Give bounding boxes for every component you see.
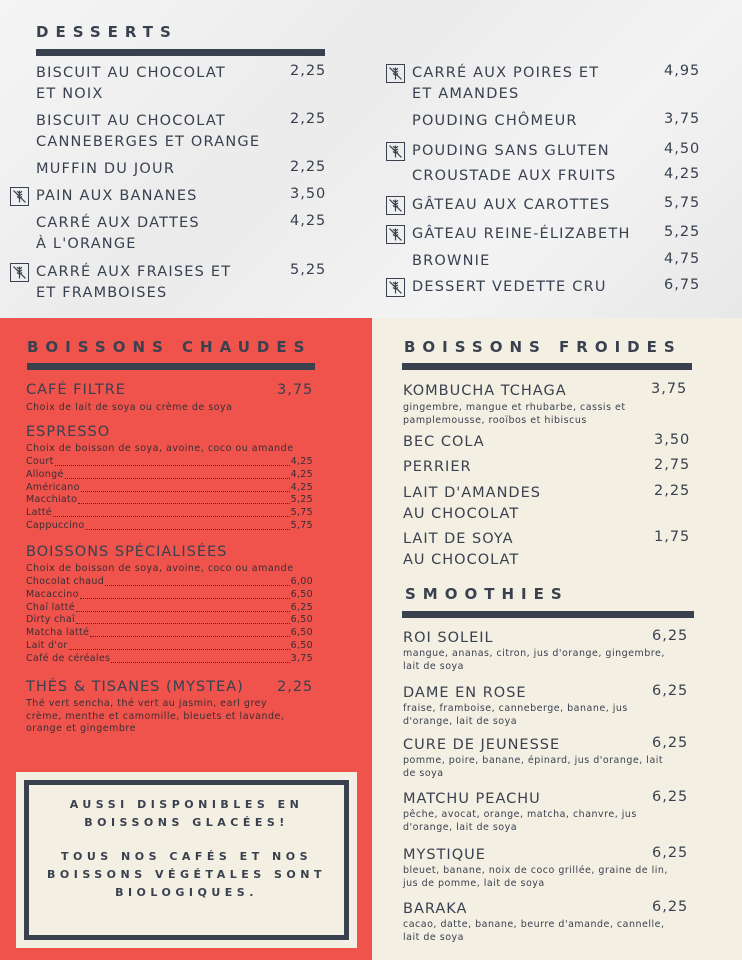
left-dessert-name — [36, 213, 200, 255]
dessert-name-line: GÂTEAU REINE-ÉLIZABETH — [412, 226, 631, 242]
right-dessert-price: 5,25 — [664, 224, 701, 240]
right-dessert-price: 5,75 — [664, 195, 701, 211]
left-dessert-price: 2,25 — [290, 111, 327, 127]
right-dessert-price: 4,25 — [664, 166, 701, 182]
smoothie-desc — [403, 703, 628, 728]
row-leader — [111, 653, 289, 663]
right-dessert-name — [412, 195, 610, 216]
cold-drink-name — [403, 457, 472, 478]
hot-drinks-rule — [27, 363, 315, 370]
cold-drink-name-line: LAIT D'AMANDES — [403, 485, 541, 501]
specialty-row — [26, 653, 313, 666]
espresso-row — [26, 456, 313, 469]
cold-drinks-rule — [402, 363, 692, 370]
specialty-row — [26, 576, 313, 589]
gluten-free-icon — [10, 263, 29, 282]
row-leader — [85, 520, 289, 530]
note-line: BOISSONS VÉGÉTALES SONT — [47, 868, 326, 881]
smoothie-desc — [403, 648, 665, 673]
cold-drink-name-line: PERRIER — [403, 459, 472, 475]
row-label: Latté — [26, 507, 52, 519]
right-dessert-name — [412, 166, 616, 187]
row-price: 6,50 — [290, 614, 313, 626]
cold-drink-name-line: AU CHOCOLAT — [403, 552, 520, 568]
row-price: 6,50 — [290, 640, 313, 651]
desserts-title: DESSERTS — [36, 23, 178, 41]
smoothie-name: MATCHU PEACHU — [403, 791, 541, 807]
right-dessert-price: 3,75 — [664, 111, 701, 127]
smoothie-desc-line: d'orange, lait de soya — [403, 821, 518, 833]
dessert-name-line: CARRÉ AUX FRAISES ET — [36, 264, 232, 280]
espresso-row — [26, 482, 313, 495]
left-dessert-price: 2,25 — [290, 63, 327, 79]
left-dessert-name — [36, 186, 198, 207]
row-leader — [78, 494, 289, 504]
dessert-name-line: BISCUIT AU CHOCOLAT — [36, 113, 226, 129]
cold-drink-name — [403, 432, 485, 453]
specialty-row — [26, 602, 313, 615]
hot-drinks-title: BOISSONS CHAUDES — [27, 338, 312, 356]
cold-drink-name — [403, 483, 541, 525]
smoothie-desc-line: bleuet, banane, noix de coco grillée, graine de lin, — [403, 865, 668, 876]
row-price: 6,50 — [290, 588, 313, 600]
right-dessert-name — [412, 251, 490, 272]
cold-drink-price: 2,75 — [654, 457, 691, 473]
cold-drink-name-line: LAIT DE SOYA — [403, 531, 514, 547]
row-label: Court — [26, 456, 54, 467]
espresso-row — [26, 520, 313, 533]
right-dessert-name — [412, 277, 607, 298]
cold-drink-name-line: KOMBUCHA TCHAGA — [403, 383, 567, 399]
specialty-desc: Choix de boisson de soya, avoine, coco ou amande — [26, 563, 294, 574]
cold-drink-desc-line: pamplemousse, rooïbos et hibiscus — [403, 414, 587, 426]
cold-drink-name-line: BEC COLA — [403, 434, 485, 450]
smoothie-desc-line: fraise, framboise, canneberge, banane, jus — [403, 703, 628, 714]
teas-name: THÉS & TISANES (MYSTEA) — [26, 679, 244, 695]
cold-drink-name-line: AU CHOCOLAT — [403, 506, 520, 522]
cold-drink-name — [403, 381, 567, 402]
teas-price: 2,25 — [277, 679, 314, 695]
dessert-name-line: POUDING CHÔMEUR — [412, 113, 578, 129]
row-leader — [53, 507, 290, 517]
smoothie-desc — [403, 865, 668, 890]
smoothie-desc-line: pêche, avocat, orange, matcha, chanvre, jus — [403, 809, 637, 820]
specialty-row — [26, 614, 313, 627]
gluten-free-icon — [386, 142, 405, 161]
smoothie-name: DAME EN ROSE — [403, 685, 527, 701]
dessert-name-line: ET AMANDES — [412, 86, 520, 102]
right-dessert-price: 4,50 — [664, 141, 701, 157]
cold-drinks-title: BOISSONS FROIDES — [404, 338, 682, 356]
smoothie-desc-line: jus de pomme, lait de soya — [403, 877, 545, 889]
row-label: Allongé — [26, 468, 64, 480]
smoothie-desc-line: lait de soya — [403, 931, 464, 943]
row-price: 4,25 — [290, 481, 313, 493]
row-price: 6,25 — [290, 601, 313, 613]
row-label: Lait d'or — [26, 640, 68, 651]
smoothie-desc-line: cacao, datte, banane, beurre d'amande, cannelle, — [403, 919, 665, 930]
gluten-free-icon — [386, 278, 405, 297]
cold-drink-price: 3,50 — [654, 432, 691, 448]
row-leader — [105, 576, 290, 586]
smoothie-price: 6,25 — [652, 789, 689, 805]
dessert-name-line: MUFFIN DU JOUR — [36, 161, 176, 177]
espresso-desc: Choix de boisson de soya, avoine, coco ou amande — [26, 443, 294, 454]
gluten-free-icon — [10, 187, 29, 206]
left-dessert-price: 4,25 — [290, 213, 327, 229]
row-leader — [76, 614, 290, 624]
cold-drink-desc — [403, 402, 626, 427]
left-dessert-price: 2,25 — [290, 159, 327, 175]
dessert-name-line: POUDING SANS GLUTEN — [412, 143, 610, 159]
specialty-row — [26, 589, 313, 602]
dessert-name-line: GÂTEAU AUX CAROTTES — [412, 197, 611, 213]
row-label: Dirty chaï — [26, 614, 75, 626]
row-price: 6,50 — [290, 627, 313, 639]
cold-drink-desc-line: gingembre, mangue et rhubarbe, cassis et — [403, 402, 626, 413]
dessert-name-line: BISCUIT AU CHOCOLAT — [36, 65, 226, 81]
left-dessert-name — [36, 262, 231, 304]
row-leader — [76, 602, 290, 612]
teas-desc-line: crème, menthe et camomille, bleuets et lavande, — [26, 710, 285, 722]
espresso-row — [26, 494, 313, 507]
row-leader — [65, 469, 290, 479]
cafe-filtre-desc: Choix de lait de soya ou crème de soya — [26, 402, 233, 413]
smoothie-desc — [403, 919, 664, 944]
row-label: Chaï latté — [26, 601, 75, 613]
dessert-name-line: ET FRAMBOISES — [36, 285, 168, 301]
cold-drink-price: 1,75 — [654, 529, 691, 545]
cafe-filtre-name: CAFÉ FILTRE — [26, 382, 126, 398]
dessert-name-line: CARRÉ AUX DATTES — [36, 215, 200, 231]
smoothie-desc-line: mangue, ananas, citron, jus d'orange, gingembre, — [403, 648, 665, 659]
dessert-name-line: CANNEBERGES ET ORANGE — [36, 134, 261, 150]
right-dessert-price: 4,75 — [664, 251, 701, 267]
row-label: Macchiato — [26, 494, 78, 506]
row-price: 6,00 — [290, 576, 313, 587]
row-price: 4,25 — [290, 456, 313, 467]
cafe-filtre-price: 3,75 — [277, 382, 314, 398]
row-label: Chocolat chaud — [26, 576, 105, 587]
right-dessert-name — [412, 111, 578, 132]
note-line: TOUS NOS CAFÉS ET NOS — [60, 850, 313, 863]
row-label: Matcha latté — [26, 627, 90, 639]
smoothie-price: 6,25 — [652, 899, 689, 915]
smoothie-desc — [403, 755, 663, 780]
row-leader — [90, 627, 289, 637]
row-label: Café de céréales — [26, 652, 111, 664]
smoothie-desc-line: d'orange, lait de soya — [403, 715, 518, 727]
smoothie-desc-line: pomme, poire, banane, épinard, jus d'orange, lait — [403, 755, 664, 766]
smoothie-price: 6,25 — [652, 628, 689, 644]
smoothie-price: 6,25 — [652, 735, 689, 751]
smoothie-desc-line: lait de soya — [403, 660, 464, 672]
row-price: 3,75 — [290, 652, 313, 664]
smoothies-title: SMOOTHIES — [405, 585, 569, 603]
row-label: Cappuccino — [26, 520, 85, 531]
smoothie-desc — [403, 809, 637, 834]
left-dessert-name — [36, 111, 260, 153]
smoothie-price: 6,25 — [652, 683, 689, 699]
dessert-name-line: CROUSTADE AUX FRUITS — [412, 168, 617, 184]
desserts-rule — [36, 49, 325, 56]
espresso-row — [26, 469, 313, 482]
right-dessert-name — [412, 63, 599, 105]
note-line: BOISSONS GLACÉES! — [84, 816, 289, 829]
cold-drink-name — [403, 529, 519, 571]
dessert-name-line: ET NOIX — [36, 86, 104, 102]
dessert-name-line: À L'ORANGE — [36, 236, 137, 252]
row-price: 5,75 — [290, 507, 313, 519]
smoothie-name: MYSTIQUE — [403, 847, 486, 863]
row-price: 5,25 — [290, 494, 313, 506]
left-dessert-price: 5,25 — [290, 262, 327, 278]
row-price: 5,75 — [290, 520, 313, 531]
cold-drink-price: 3,75 — [651, 381, 688, 397]
smoothie-name: ROI SOLEIL — [403, 630, 494, 646]
row-leader — [81, 482, 290, 492]
smoothie-name: CURE DE JEUNESSE — [403, 737, 561, 753]
espresso-row — [26, 507, 313, 520]
row-leader — [55, 456, 290, 466]
smoothie-desc-line: de soya — [403, 767, 444, 779]
smoothies-rule — [402, 611, 694, 618]
note-line: AUSSI DISPONIBLES EN — [69, 798, 304, 811]
dessert-name-line: CARRÉ AUX POIRES ET — [412, 65, 600, 81]
right-dessert-price: 4,95 — [664, 63, 701, 79]
espresso-name: ESPRESSO — [26, 424, 111, 440]
right-dessert-name — [412, 224, 631, 245]
right-dessert-name — [412, 141, 610, 162]
teas-desc — [26, 698, 284, 736]
specialty-name: BOISSONS SPÉCIALISÉES — [26, 544, 228, 560]
left-dessert-price: 3,50 — [290, 186, 327, 202]
right-dessert-price: 6,75 — [664, 277, 701, 293]
smoothie-name: BARAKA — [403, 901, 468, 917]
teas-desc-line: Thé vert sencha, thé vert au jasmin, earl grey — [26, 698, 268, 709]
teas-desc-line: orange et gingembre — [26, 723, 136, 734]
row-leader — [69, 640, 290, 650]
gluten-free-icon — [386, 196, 405, 215]
row-label: Macaccino — [26, 588, 79, 600]
row-leader — [80, 589, 290, 599]
specialty-row — [26, 627, 313, 640]
row-label: Américano — [26, 481, 80, 493]
cold-drink-price: 2,25 — [654, 483, 691, 499]
row-price: 4,25 — [290, 468, 313, 480]
note-line: BIOLOGIQUES. — [115, 886, 258, 899]
smoothie-price: 6,25 — [652, 845, 689, 861]
dessert-name-line: DESSERT VEDETTE CRU — [412, 279, 607, 295]
specialty-row — [26, 640, 313, 653]
left-dessert-name — [36, 63, 226, 105]
dessert-name-line: BROWNIE — [412, 253, 491, 269]
gluten-free-icon — [386, 225, 405, 244]
left-dessert-name — [36, 159, 175, 180]
gluten-free-icon — [386, 64, 405, 83]
dessert-name-line: PAIN AUX BANANES — [36, 188, 198, 204]
